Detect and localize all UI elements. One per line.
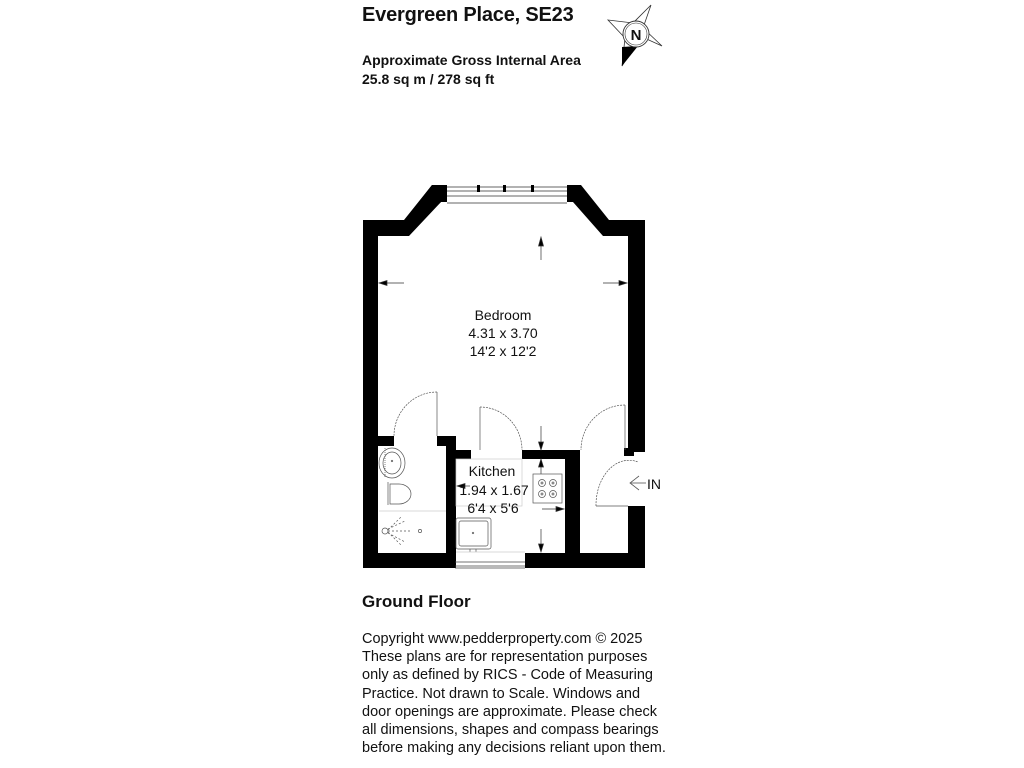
disclaimer-line: all dimensions, shapes and compass bearings: [362, 722, 659, 739]
entrance-arrow-icon: [630, 476, 646, 490]
room-bedroom: [468, 307, 537, 359]
disclaimer: [362, 630, 692, 757]
sink-icon: [456, 518, 491, 552]
disclaimer-line: Practice. Not drawn to Scale. Windows and: [362, 685, 641, 702]
disclaimer-line: These plans are for representation purposes: [362, 649, 648, 666]
bay-window: [447, 187, 567, 203]
compass-north-icon: [608, 5, 662, 66]
room-kitchen: [459, 463, 528, 516]
compass-label: N: [630, 27, 642, 44]
disclaimer-line: door openings are approximate. Please check: [362, 703, 658, 720]
property-title: Evergreen Place, SE23: [362, 4, 574, 26]
floor-label: Ground Floor: [362, 592, 471, 611]
entrance-label: IN: [647, 476, 661, 492]
area-label: Approximate Gross Internal Area: [362, 52, 581, 68]
kitchen-name: Kitchen: [468, 463, 516, 479]
kitchen-metric: 1.94 x 1.67: [459, 482, 529, 498]
kitchen-imperial: 6'4 x 5'6: [467, 500, 519, 516]
area-value: 25.8 sq m / 278 sq ft: [362, 71, 495, 87]
bedroom-metric: 4.31 x 3.70: [468, 325, 538, 341]
kitchen-window: [455, 562, 525, 568]
disclaimer-line: only as defined by RICS - Code of Measuring: [362, 667, 653, 684]
hob-icon: [533, 474, 562, 503]
disclaimer-line: Copyright www.pedderproperty.com © 2025: [362, 631, 643, 647]
bathroom-fixtures: [379, 448, 446, 546]
bedroom-imperial: 14'2 x 12'2: [469, 343, 537, 359]
toilet-icon: [388, 482, 411, 505]
disclaimer-line: before making any decisions reliant upon them.: [362, 740, 666, 757]
bedroom-name: Bedroom: [474, 307, 532, 323]
shower-icon: [382, 516, 422, 546]
